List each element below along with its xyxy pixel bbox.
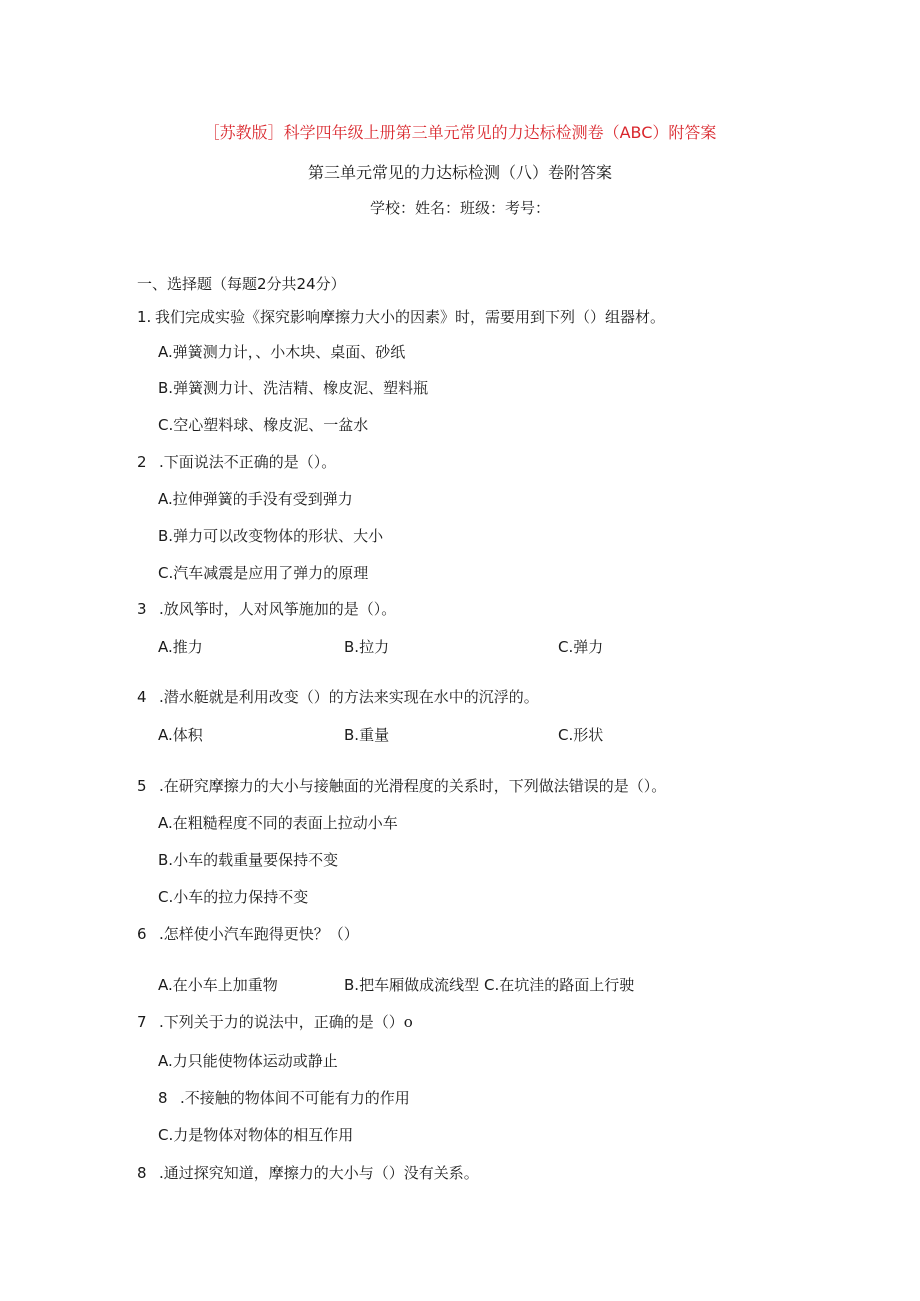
option-text: 在坑洼的路面上行驶 — [499, 976, 635, 994]
option-letter: A. — [158, 490, 173, 508]
option-text: 体积 — [172, 726, 203, 744]
q6-option-c — [484, 974, 634, 995]
option-text: 小车的载重量要保持不变 — [173, 851, 339, 869]
option-letter: A. — [158, 814, 173, 832]
q3-option-c — [558, 636, 603, 657]
option-text: 力是物体对物体的相互作用 — [173, 1126, 354, 1144]
question-number: 7 — [137, 1013, 147, 1031]
question-number: 6 — [137, 925, 147, 943]
option-letter: C. — [158, 888, 174, 906]
question-text: .潜水艇就是利用改变（）的方法来实现在水中的沉浮的。 — [159, 688, 539, 706]
q4-option-b — [344, 724, 389, 745]
option-text: 弹力 — [573, 638, 604, 656]
option-letter: A. — [158, 726, 173, 744]
option-letter: 8 — [158, 1089, 168, 1107]
option-text: 重量 — [359, 726, 390, 744]
option-text: 汽车减震是应用了弹力的原理 — [173, 564, 369, 582]
option-text: 在粗糙程度不同的表面上拉动小车 — [172, 814, 398, 832]
q2-option-c — [158, 562, 368, 583]
option-letter: C. — [158, 1126, 174, 1144]
option-letter: C. — [158, 416, 174, 434]
question-number: 3 — [137, 600, 147, 618]
q2-option-a — [158, 488, 353, 509]
question-5 — [137, 775, 666, 796]
option-text: 弹力可以改变物体的形状、大小 — [173, 527, 384, 545]
option-text: 小车的拉力保持不变 — [173, 888, 309, 906]
question-1 — [137, 306, 665, 327]
q5-option-c — [158, 886, 308, 907]
student-info-line: 学校：姓名：班级：考号： — [369, 199, 550, 217]
q5-option-b — [158, 849, 338, 870]
q4-option-c — [558, 724, 603, 745]
option-letter: A. — [158, 343, 173, 361]
option-text: 空心塑料球、橡皮泥、一盆水 — [173, 416, 369, 434]
question-3 — [137, 598, 396, 619]
question-text: .通过探究知道，摩擦力的大小与（）没有关系。 — [159, 1164, 479, 1182]
question-text: .怎样使小汽车跑得更快？（） — [159, 925, 359, 943]
q5-option-a — [158, 812, 398, 833]
option-letter: A. — [158, 976, 173, 994]
q7-option-a — [158, 1050, 338, 1071]
q6-option-b — [344, 974, 479, 995]
option-letter: B. — [344, 726, 360, 744]
option-letter: B. — [158, 851, 174, 869]
option-letter: C. — [158, 564, 174, 582]
option-text: 力只能使物体运动或静止 — [172, 1052, 338, 1070]
question-number: 8 — [137, 1164, 147, 1182]
q1-option-b — [158, 377, 428, 398]
question-8 — [137, 1162, 479, 1183]
document-title: ［苏教版］科学四年级上册第三单元常见的力达标检测卷（ABC）附答案 — [203, 123, 717, 142]
option-letter: A. — [158, 1052, 173, 1070]
option-letter: C. — [558, 726, 574, 744]
question-text: .下列关于力的说法中，正确的是（）o — [159, 1013, 413, 1031]
question-number: 4 — [137, 688, 147, 706]
option-text: 在小车上加重物 — [172, 976, 278, 994]
option-text: .不接触的物体间不可能有力的作用 — [180, 1089, 410, 1107]
question-number: 1. — [137, 308, 152, 326]
option-text: 拉伸弹簧的手没有受到弹力 — [172, 490, 353, 508]
question-text: .在研究摩擦力的大小与接触面的光滑程度的关系时，下列做法错误的是（）。 — [159, 777, 667, 795]
q1-option-a — [158, 341, 405, 362]
option-text: 把车厢做成流线型 — [359, 976, 480, 994]
option-letter: B. — [344, 638, 360, 656]
q7-option-b — [158, 1087, 410, 1108]
option-text: 弹簧测力计，、小木块、桌面、砂纸 — [172, 343, 406, 361]
question-number: 2 — [137, 453, 147, 471]
q6-option-a — [158, 974, 278, 995]
option-text: 拉力 — [359, 638, 390, 656]
q7-option-c — [158, 1124, 353, 1145]
q1-option-c — [158, 414, 368, 435]
q3-option-b — [344, 636, 389, 657]
question-text: .放风筝时，人对风筝施加的是（）。 — [159, 600, 397, 618]
option-letter: C. — [558, 638, 574, 656]
option-letter: B. — [158, 527, 174, 545]
option-letter: C. — [484, 976, 500, 994]
question-text: .下面说法不正确的是（）。 — [159, 453, 337, 471]
question-number: 5 — [137, 777, 147, 795]
option-text: 推力 — [172, 638, 203, 656]
option-letter: B. — [158, 379, 174, 397]
question-7 — [137, 1011, 413, 1032]
q2-option-b — [158, 525, 383, 546]
option-letter: A. — [158, 638, 173, 656]
question-2 — [137, 451, 336, 472]
option-text: 弹簧测力计、洗洁精、橡皮泥、塑料瓶 — [173, 379, 429, 397]
q4-option-a — [158, 724, 203, 745]
question-6 — [137, 923, 359, 944]
option-letter: B. — [344, 976, 360, 994]
question-4 — [137, 686, 539, 707]
option-text: 形状 — [573, 726, 604, 744]
section-heading: 一、选择题（每题2分共24分） — [137, 275, 346, 293]
question-text: 我们完成实验《探究影响摩擦力大小的因素》时，需要用到下列（）组器材。 — [155, 308, 666, 326]
document-subtitle: 第三单元常见的力达标检测（八）卷附答案 — [307, 163, 612, 182]
q3-option-a — [158, 636, 203, 657]
